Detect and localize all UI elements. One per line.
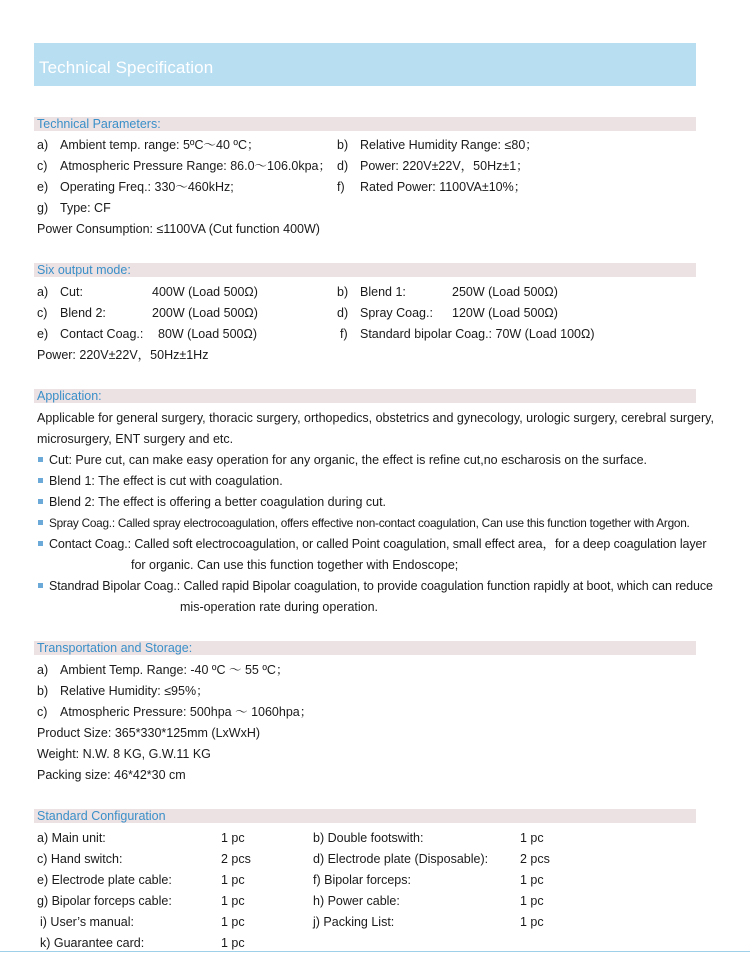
cfg-f-qty: 1 pc <box>520 873 544 887</box>
om-e-value: 80W (Load 500Ω) <box>158 327 257 341</box>
app-bipolar-line2: mis-operation rate during operation. <box>180 600 379 614</box>
cfg-d-item: d) Electrode plate (Disposable): <box>313 852 489 866</box>
title-banner <box>34 43 696 86</box>
cfg-e-item: e) Electrode plate cable: <box>37 873 172 887</box>
application-heading: Application: <box>37 389 102 403</box>
ts-b-text: Relative Humidity: ≤95%； <box>60 684 209 698</box>
bullet-icon <box>38 457 43 462</box>
cfg-d-qty: 2 pcs <box>520 852 550 866</box>
page-title: Technical Specification <box>39 58 214 77</box>
cfg-b-qty: 1 pc <box>520 831 544 845</box>
cfg-f-item: f) Bipolar forceps: <box>313 873 411 887</box>
cfg-k-qty: 1 pc <box>221 936 245 950</box>
tp-b-text: Relative Humidity Range: ≤80； <box>360 138 538 152</box>
bullet-icon <box>38 499 43 504</box>
om-c-mark: c) <box>37 306 48 320</box>
om-d-mark: d) <box>337 306 349 320</box>
app-blend2: Blend 2: The effect is offering a better coagulation during cut. <box>49 495 387 509</box>
bullet-icon <box>38 478 43 483</box>
cfg-j-qty: 1 pc <box>520 915 544 929</box>
tp-a-text: Ambient temp. range: 5ºC～40 ºC； <box>60 138 260 152</box>
bullet-icon <box>38 520 43 525</box>
om-f-mark: f) <box>340 327 348 341</box>
config-header <box>34 809 696 823</box>
tp-d-mark: d) <box>337 159 349 173</box>
om-b-name: Blend 1: <box>360 285 406 299</box>
cfg-i-qty: 1 pc <box>221 915 245 929</box>
app-contact-line1: Contact Coag.: Called soft electrocoagulation, or called Point coagulation, small effect area，for a deep coagulation layer <box>49 537 707 551</box>
ts-c-mark: c) <box>37 705 48 719</box>
app-spray: Spray Coag.: Called spray electrocoagulation, offers effective non-contact coagulation, Can use this function together with Argon. <box>49 516 690 530</box>
ts-a-mark: a) <box>37 663 49 677</box>
om-a-mark: a) <box>37 285 49 299</box>
cfg-j-item: j) Packing List: <box>313 915 395 929</box>
cfg-c-qty: 2 pcs <box>221 852 251 866</box>
tp-consumption: Power Consumption: ≤1100VA (Cut function 400W) <box>37 222 320 236</box>
om-f-text: Standard bipolar Coag.: 70W (Load 100Ω) <box>360 327 595 341</box>
om-c-value: 200W (Load 500Ω) <box>152 306 258 320</box>
transport-header <box>34 641 696 655</box>
ts-product-size: Product Size: 365*330*125mm (LxWxH) <box>37 726 261 740</box>
tech-params-header <box>34 117 696 131</box>
cfg-a-qty: 1 pc <box>221 831 245 845</box>
om-e-name: Contact Coag.: <box>60 327 144 341</box>
tp-f-text: Rated Power: 1100VA±10%； <box>360 180 527 194</box>
ts-weight: Weight: N.W. 8 KG, G.W.11 KG <box>37 747 211 761</box>
om-power: Power: 220V±22V，50Hz±1Hz <box>37 348 209 362</box>
bullet-icon <box>38 583 43 588</box>
tp-e-mark: e) <box>37 180 49 194</box>
app-cut: Cut: Pure cut, can make easy operation for any organic, the effect is refine cut,no escharosis on the surface. <box>49 453 648 467</box>
om-b-mark: b) <box>337 285 349 299</box>
cfg-i-item: i) User’s manual: <box>40 915 135 929</box>
tp-b-mark: b) <box>337 138 349 152</box>
app-intro-line2: microsurgery, ENT surgery and etc. <box>37 432 234 446</box>
cfg-k-item: k) Guarantee card: <box>40 936 145 950</box>
ts-a-text: Ambient Temp. Range: -40 ºC ～ 55 ºC； <box>60 663 289 677</box>
application-header <box>34 389 696 403</box>
cfg-g-item: g) Bipolar forceps cable: <box>37 894 172 908</box>
tp-c-text: Atmospheric Pressure Range: 86.0～106.0kpa； <box>60 159 331 173</box>
om-e-mark: e) <box>37 327 49 341</box>
tp-g-text: Type: CF <box>60 201 111 215</box>
tp-g-mark: g) <box>37 201 49 215</box>
cfg-g-qty: 1 pc <box>221 894 245 908</box>
app-bipolar-line1: Standrad Bipolar Coag.: Called rapid Bipolar coagulation, to provide coagulation function rapidly at boot, which can reduce <box>49 579 713 593</box>
om-d-name: Spray Coag.: <box>360 306 433 320</box>
config-heading: Standard Configuration <box>37 809 166 823</box>
om-c-name: Blend 2: <box>60 306 106 320</box>
cfg-b-item: b) Double footswith: <box>313 831 424 845</box>
cfg-e-qty: 1 pc <box>221 873 245 887</box>
tp-a-mark: a) <box>37 138 49 152</box>
tp-d-text: Power: 220V±22V，50Hz±1； <box>360 159 529 173</box>
bottom-divider <box>0 951 750 952</box>
transport-heading: Transportation and Storage: <box>37 641 193 655</box>
app-blend1: Blend 1: The effect is cut with coagulation. <box>49 474 283 488</box>
app-intro-line1: Applicable for general surgery, thoracic surgery, orthopedics, obstetrics and gynecology, urologic surgery, cerebral surgery, <box>37 411 714 425</box>
om-b-value: 250W (Load 500Ω) <box>452 285 558 299</box>
output-mode-heading: Six output mode: <box>37 263 131 277</box>
cfg-a-item: a) Main unit: <box>37 831 106 845</box>
app-contact-line2: for organic. Can use this function together with Endoscope; <box>131 558 459 572</box>
tp-e-text: Operating Freq.: 330～460kHz; <box>60 180 234 194</box>
ts-c-text: Atmospheric Pressure: 500hpa ～ 1060hpa； <box>60 705 313 719</box>
om-d-value: 120W (Load 500Ω) <box>452 306 558 320</box>
tech-params-heading: Technical Parameters: <box>37 117 161 131</box>
ts-packing-size: Packing size: 46*42*30 cm <box>37 768 186 782</box>
cfg-c-item: c) Hand switch: <box>37 852 123 866</box>
tp-c-mark: c) <box>37 159 48 173</box>
bullet-icon <box>38 541 43 546</box>
cfg-h-qty: 1 pc <box>520 894 544 908</box>
output-mode-header <box>34 263 696 277</box>
tp-f-mark: f) <box>337 180 345 194</box>
om-a-value: 400W (Load 500Ω) <box>152 285 258 299</box>
ts-b-mark: b) <box>37 684 49 698</box>
om-a-name: Cut: <box>60 285 83 299</box>
cfg-h-item: h) Power cable: <box>313 894 400 908</box>
